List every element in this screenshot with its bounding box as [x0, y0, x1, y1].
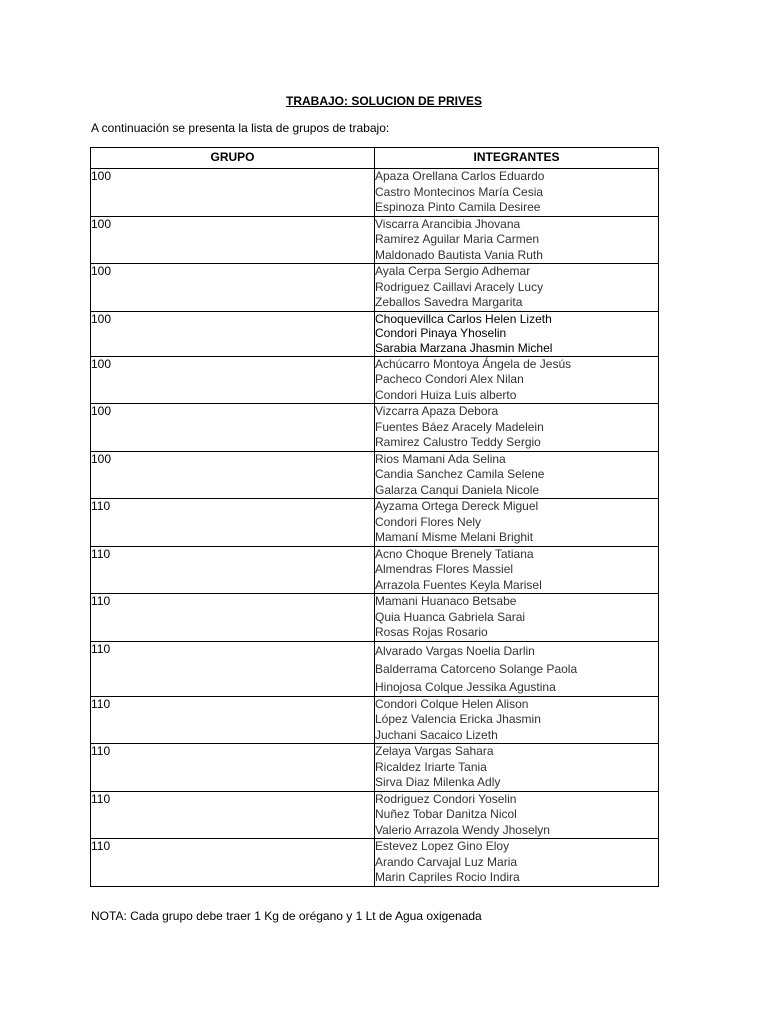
member-name: Ayzama Ortega Dereck Miguel — [375, 499, 539, 514]
table-row — [91, 264, 659, 312]
member-name: Ramirez Calustro Teddy Sergio — [375, 435, 541, 450]
members-cell — [375, 499, 659, 547]
table-row — [91, 356, 659, 404]
member-name: Alvarado Vargas Noelia Darlin — [375, 643, 535, 658]
intro-text: A continuación se presenta la lista de grupos de trabajo: — [91, 121, 390, 135]
member-name: Castro Montecinos María Cesia — [375, 184, 544, 199]
members-cell — [375, 169, 659, 217]
table-row — [91, 791, 659, 839]
member-name: Condori Pinaya Yhoselin — [375, 326, 507, 341]
member-name: Quia Huanca Gabriela Sarai — [375, 609, 526, 624]
members-cell — [375, 546, 659, 594]
group-number: 110 — [91, 791, 375, 839]
footer-note: NOTA: Cada grupo debe traer 1 Kg de orégano y 1 Lt de Agua oxigenada — [91, 909, 482, 923]
member-name: Marin Capriles Rocio Indira — [375, 870, 520, 885]
page-title: TRABAJO: SOLUCION DE PRIVES — [285, 94, 483, 108]
table-row — [91, 744, 659, 792]
member-name: Pacheco Condori Alex Nilan — [375, 372, 524, 387]
member-name: Vizcarra Apaza Debora — [375, 404, 499, 419]
member-name: López Valencia Ericka Jhasmin — [375, 712, 541, 727]
member-name: Viscarra Arancibia Jhovana — [375, 216, 521, 231]
group-number: 100 — [91, 264, 375, 312]
table-row — [91, 641, 659, 696]
members-cell — [375, 641, 659, 696]
group-number: 110 — [91, 546, 375, 594]
member-name: Mamani Huanaco Betsabe — [375, 594, 517, 609]
group-number: 110 — [91, 594, 375, 642]
members-cell — [375, 356, 659, 404]
group-number: 110 — [91, 641, 375, 696]
table-row — [91, 404, 659, 452]
members-cell — [375, 404, 659, 452]
member-name: Almendras Flores Massiel — [375, 562, 514, 577]
member-name: Ricaldez Iriarte Tania — [375, 759, 487, 774]
members-cell — [375, 451, 659, 499]
table-row — [91, 311, 659, 356]
member-name: Galarza Canqui Daniela Nicole — [375, 482, 540, 497]
table-row — [91, 499, 659, 547]
member-name: Fuentes Báez Aracely Madelein — [375, 419, 544, 434]
table-header-row — [91, 148, 659, 169]
table-row — [91, 546, 659, 594]
member-name: Mamaní Misme Melani Brighit — [375, 530, 534, 545]
member-name: Hinojosa Colque Jessika Agustina — [375, 679, 556, 694]
group-number: 100 — [91, 311, 375, 356]
member-name: Balderrama Catorceno Solange Paola — [375, 661, 578, 676]
member-name: Condori Huiza Luis alberto — [375, 387, 517, 402]
members-cell — [375, 696, 659, 744]
group-number: 110 — [91, 499, 375, 547]
member-name: Choquevillca Carlos Helen Lizeth — [375, 311, 552, 326]
member-name: Candia Sanchez Camila Selene — [375, 467, 545, 482]
table-row — [91, 169, 659, 217]
header-integrantes: INTEGRANTES — [375, 148, 659, 169]
member-name: Acno Choque Brenely Tatiana — [375, 546, 534, 561]
member-name: Ayala Cerpa Sergio Adhemar — [375, 264, 531, 278]
members-cell — [375, 839, 659, 887]
members-cell — [375, 594, 659, 642]
group-number: 100 — [91, 216, 375, 264]
group-number: 100 — [91, 356, 375, 404]
members-cell — [375, 791, 659, 839]
table-row — [91, 216, 659, 264]
table-row — [91, 839, 659, 887]
group-number: 100 — [91, 451, 375, 499]
member-name: Valerio Arrazola Wendy Jhoselyn — [375, 822, 550, 837]
members-cell — [375, 216, 659, 264]
member-name: Zelaya Vargas Sahara — [375, 744, 494, 759]
member-name: Rosas Rojas Rosario — [375, 625, 488, 640]
member-name: Condori Colque Helen Alison — [375, 696, 529, 711]
group-number: 110 — [91, 839, 375, 887]
members-cell — [375, 311, 659, 356]
member-name: Ramirez Aguilar Maria Carmen — [375, 232, 540, 246]
member-name: Nuñez Tobar Danitza Nicol — [375, 807, 517, 822]
table-row — [91, 696, 659, 744]
member-name: Estevez Lopez Gino Eloy — [375, 839, 510, 854]
groups-table — [90, 147, 659, 887]
table-row — [91, 451, 659, 499]
member-name: Rodriguez Condori Yoselin — [375, 791, 517, 806]
member-name: Arando Carvajal Luz Maria — [375, 854, 518, 869]
members-cell — [375, 264, 659, 312]
group-number: 100 — [91, 404, 375, 452]
member-name: Espinoza Pinto Camila Desiree — [375, 200, 541, 214]
member-name: Maldonado Bautista Vania Ruth — [375, 247, 543, 262]
member-name: Sirva Diaz Milenka Adly — [375, 775, 501, 790]
member-name: Rodriguez Caillavi Aracely Lucy — [375, 279, 544, 294]
group-number: 110 — [91, 696, 375, 744]
member-name: Arrazola Fuentes Keyla Marisel — [375, 577, 542, 592]
member-name: Sarabia Marzana Jhasmin Michel — [375, 340, 553, 355]
member-name: Rios Mamani Ada Selina — [375, 451, 506, 466]
header-grupo: GRUPO — [91, 148, 375, 169]
member-name: Achúcarro Montoya Ángela de Jesús — [375, 356, 572, 371]
member-name: Apaza Orellana Carlos Eduardo — [375, 169, 545, 183]
member-name: Condori Flores Nely — [375, 514, 482, 529]
table-row — [91, 594, 659, 642]
group-number: 110 — [91, 744, 375, 792]
member-name: Juchani Sacaico Lizeth — [375, 727, 498, 742]
group-number: 100 — [91, 169, 375, 217]
members-cell — [375, 744, 659, 792]
member-name: Zeballos Savedra Margarita — [375, 295, 523, 309]
